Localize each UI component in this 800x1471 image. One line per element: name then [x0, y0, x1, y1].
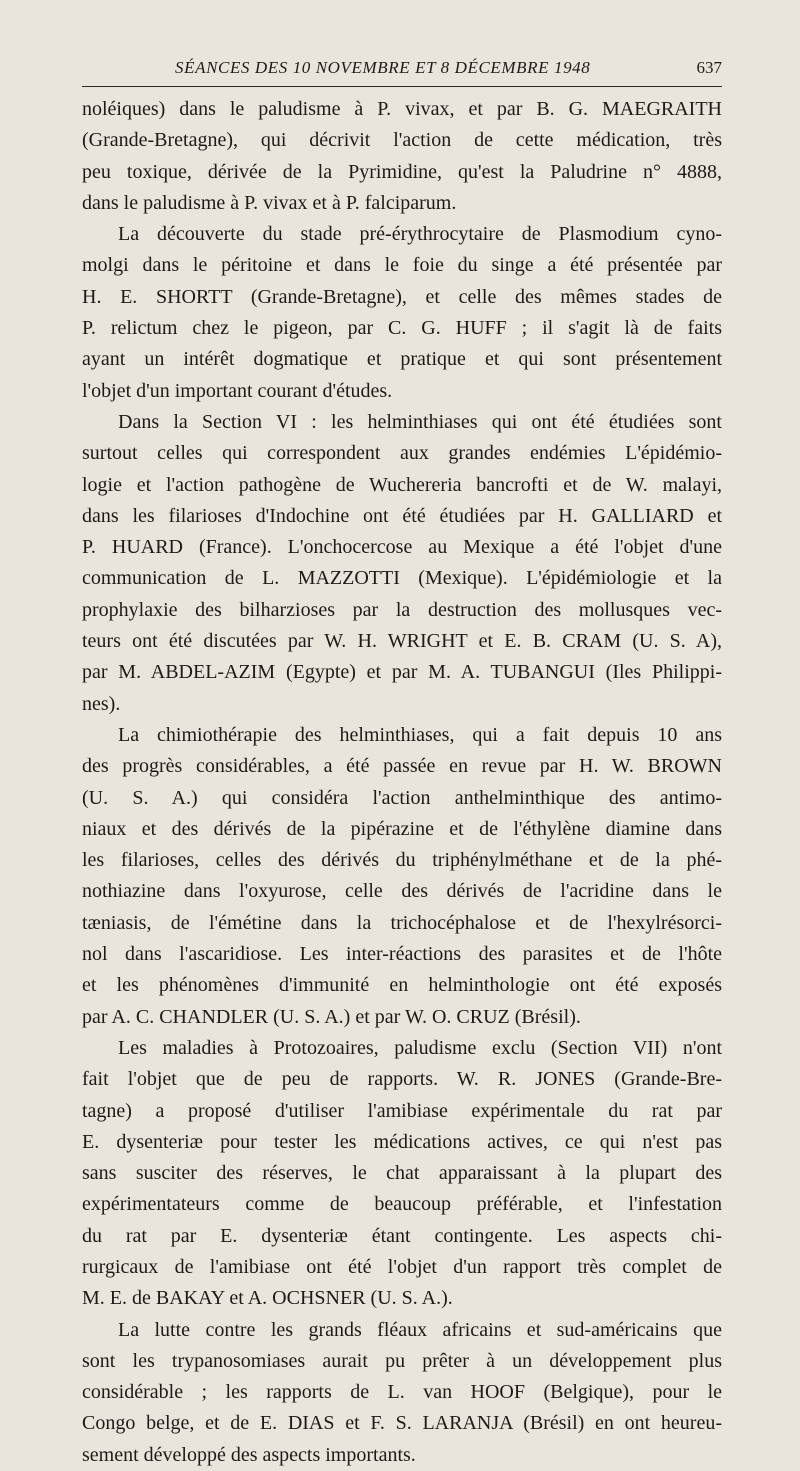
text-line: communication de L. MAZZOTTI (Mexique). L'épidémiologie et la: [82, 567, 722, 590]
text-line: rurgicaux de l'amibiase ont été l'objet d'un rapport très complet de: [82, 1255, 722, 1278]
page-number: 637: [696, 58, 722, 77]
text-line: noléiques) dans le paludisme à P. vivax, et par B. G. MAEGRAITH: [82, 98, 722, 120]
paragraph: [82, 1315, 722, 1471]
text-line: La lutte contre les grands fléaux africains et sud-américains que: [118, 1318, 722, 1341]
text-line: par M. ABDEL-AZIM (Egypte) et par M. A. TUBANGUI (Iles Philippi-: [82, 661, 722, 684]
text-line: E. dysenteriæ pour tester les médications actives, ce qui n'est pas: [82, 1130, 722, 1153]
text-line: sont les trypanosomiases aurait pu prêter à un développement plus: [82, 1349, 722, 1372]
text-line: La découverte du stade pré-érythrocytaire de Plasmodium cyno-: [118, 223, 722, 246]
paragraph: [82, 407, 722, 720]
text-line: dans le paludisme à P. vivax et à P. falciparum.: [82, 191, 457, 214]
header-rule: [82, 86, 722, 87]
text-line: les filarioses, celles des dérivés du triphénylméthane et de la phé-: [82, 849, 722, 872]
text-line: des progrès considérables, a été passée en revue par H. W. BROWN: [82, 755, 722, 778]
text-line: et les phénomènes d'immunité en helminthologie ont été exposés: [82, 974, 722, 997]
text-line: sans susciter des réserves, le chat apparaissant à la plupart des: [82, 1162, 722, 1185]
text-line: tæniasis, de l'émétine dans la trichocéphalose et de l'hexylrésorci-: [82, 911, 722, 934]
text-line: M. E. de BAKAY et A. OCHSNER (U. S. A.).: [82, 1287, 453, 1310]
text-line: (U. S. A.) qui considéra l'action anthelminthique des antimo-: [82, 786, 722, 809]
running-title: SÉANCES DES 10 NOVEMBRE ET 8 DÉCEMBRE 1948: [175, 58, 591, 77]
text-line: du rat par E. dysenteriæ étant contingente. Les aspects chi-: [82, 1224, 722, 1247]
text-line: par A. C. CHANDLER (U. S. A.) et par W. O. CRUZ (Brésil).: [82, 1005, 581, 1028]
text-line: nol dans l'ascaridiose. Les inter-réactions des parasites et de l'hôte: [82, 943, 722, 966]
text-line: molgi dans le péritoine et dans le foie du singe a été présentée par: [82, 254, 722, 277]
text-line: P. HUARD (France). L'onchocercose au Mexique a été l'objet d'une: [82, 536, 722, 559]
text-line: Congo belge, et de E. DIAS et F. S. LARANJA (Brésil) en ont heureu-: [82, 1412, 722, 1435]
text-line: nothiazine dans l'oxyurose, celle des dérivés de l'acridine dans le: [82, 880, 722, 903]
text-line: l'objet d'un important courant d'études.: [82, 379, 393, 402]
text-line: P. relictum chez le pigeon, par C. G. HUFF ; il s'agit là de faits: [82, 317, 722, 340]
body-text: [82, 94, 722, 1471]
text-line: peu toxique, dérivée de la Pyrimidine, qu'est la Paludrine n° 4888,: [82, 160, 722, 183]
text-line: La chimiothérapie des helminthiases, qui a fait depuis 10 ans: [118, 723, 722, 746]
paragraph: [82, 94, 722, 219]
text-line: considérable ; les rapports de L. van HOOF (Belgique), pour le: [82, 1381, 722, 1404]
text-line: surtout celles qui correspondent aux grandes endémies L'épidémio-: [82, 442, 722, 465]
text-line: sement développé des aspects importants.: [82, 1443, 416, 1466]
running-head: [82, 58, 722, 82]
text-line: fait l'objet que de peu de rapports. W. R. JONES (Grande-Bre-: [82, 1068, 722, 1091]
paragraph: [82, 720, 722, 1033]
text-line: niaux et des dérivés de la pipérazine et de l'éthylène diamine dans: [82, 817, 722, 840]
text-line: expérimentateurs comme de beaucoup préférable, et l'infestation: [82, 1193, 722, 1216]
text-line: teurs ont été discutées par W. H. WRIGHT et E. B. CRAM (U. S. A),: [82, 630, 722, 653]
text-line: ayant un intérêt dogmatique et pratique et qui sont présentement: [82, 348, 722, 371]
text-line: tagne) a proposé d'utiliser l'amibiase expérimentale du rat par: [82, 1099, 722, 1122]
text-line: (Grande-Bretagne), qui décrivit l'action de cette médication, très: [82, 129, 722, 152]
text-line: H. E. SHORTT (Grande-Bretagne), et celle des mêmes stades de: [82, 285, 722, 308]
text-line: Dans la Section VI : les helminthiases qui ont été étudiées sont: [118, 410, 722, 433]
text-line: dans les filarioses d'Indochine ont été étudiées par H. GALLIARD et: [82, 504, 722, 527]
text-line: prophylaxie des bilharzioses par la destruction des mollusques vec-: [82, 598, 722, 621]
text-line: logie et l'action pathogène de Wuchereria bancrofti et de W. malayi,: [82, 473, 722, 496]
paragraph: [82, 1033, 722, 1315]
text-line: Les maladies à Protozoaires, paludisme exclu (Section VII) n'ont: [118, 1036, 722, 1059]
paragraph: [82, 219, 722, 407]
text-line: nes).: [82, 692, 121, 715]
